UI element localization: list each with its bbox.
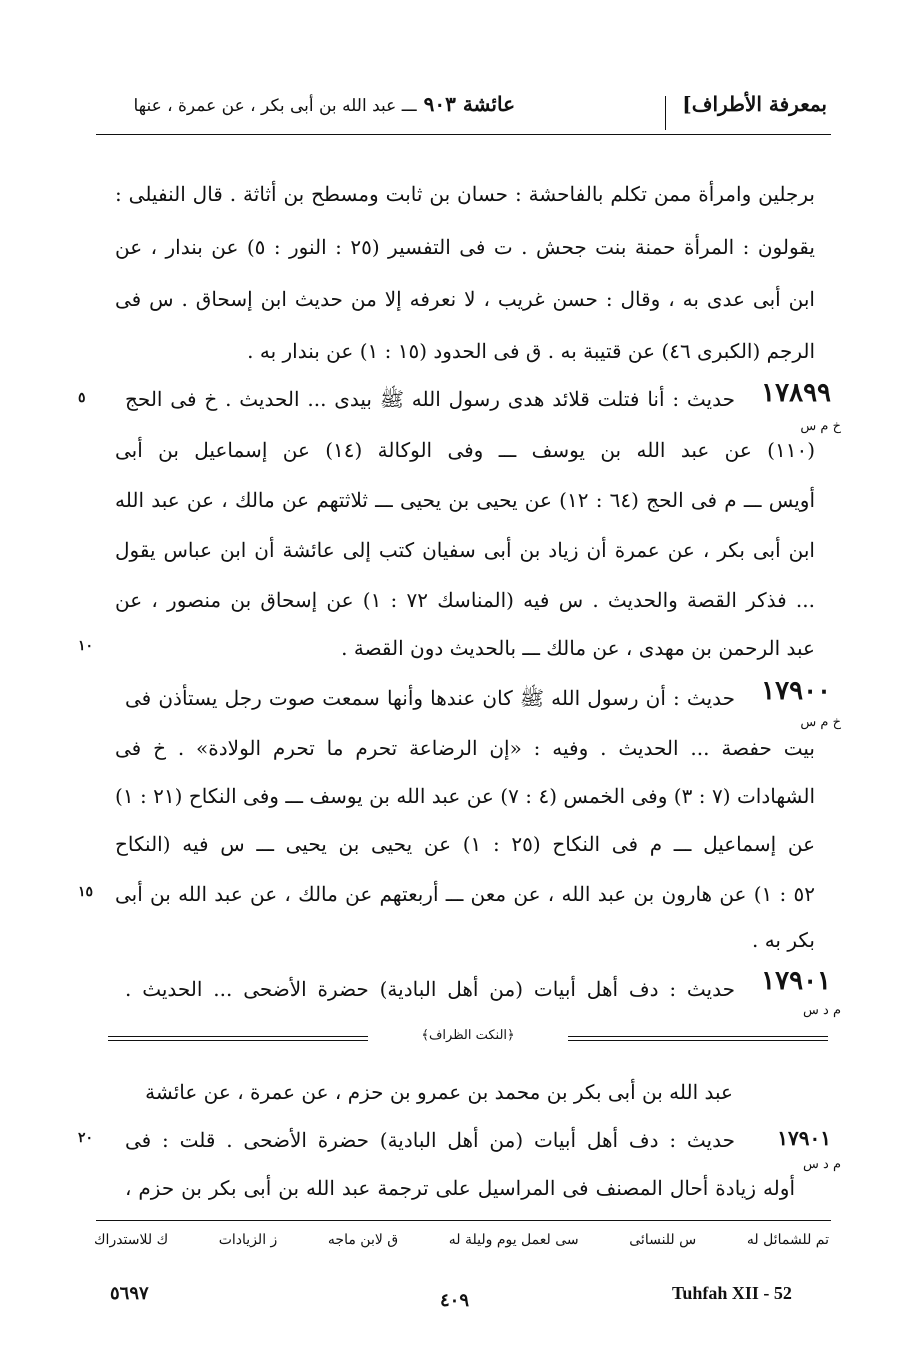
text-line: ابن أبى بكر ، عن عمرة أن زياد بن أبى سفيان كتب إلى عائشة أن ابن عباس يقول bbox=[115, 538, 815, 562]
supplement-heading: عبد الله بن أبى بكر بن محمد بن عمرو بن حزم ، عن عمرة ، عن عائشة bbox=[145, 1080, 733, 1104]
text-line: بيت حفصة ... الحديث . وفيه : «إن الرضاعة تحرم ما تحرم الولادة» . خ فى bbox=[115, 736, 815, 760]
text-line: الرجم (الكبرى ٤٦) عن قتيبة به . ق فى الحدود (١٥ : ١) عن بندار به . bbox=[247, 339, 815, 363]
divider-rule-right bbox=[568, 1036, 828, 1041]
hadith-number: ١٧٩٠١ bbox=[777, 1126, 831, 1150]
text-line: برجلين وامرأة ممن تكلم بالفاحشة : حسان بن ثابت ومسطح بن أثاثة . قال النفيلى : bbox=[115, 182, 815, 206]
text-line: أويس ـــ م فى الحج (٦٤ : ١٢) عن يحيى بن يحيى ـــ ثلاثتهم عن مالك ، عن عبد الله bbox=[115, 488, 815, 512]
running-head-right: بمعرفة الأطراف] bbox=[682, 92, 827, 116]
text-line: حديث : دف أهل أبيات (من أهل البادية) حضرة الأضحى ... الحديث . bbox=[125, 977, 735, 1001]
page-code: ٥٦٩٧ bbox=[110, 1283, 149, 1304]
text-line: ... فذكر القصة والحديث . س فيه (المناسك ٧٢ : ١) عن إسحاق بن منصور ، عن bbox=[115, 588, 815, 612]
header-rule bbox=[96, 134, 831, 135]
text-line: أوله زيادة أحال المصنف فى المراسيل على ترجمة عبد الله بن أبى بكر بن حزم ، bbox=[125, 1176, 795, 1200]
text-line: حديث : أن رسول الله ﷺ كان عندها وأنها سمعت صوت رجل يستأذن فى bbox=[125, 686, 735, 710]
text-line: بكر به . bbox=[751, 928, 815, 952]
footnote-item: ز الزيادات bbox=[218, 1232, 278, 1248]
divider-rule-left bbox=[108, 1036, 368, 1041]
hadith-number: ١٧٨٩٩ bbox=[761, 378, 831, 408]
footnote-item: ق لابن ماجه bbox=[327, 1232, 399, 1248]
text-line: ابن أبى عدى به ، وقال : حسن غريب ، لا نعرفه إلا من حديث ابن إسحاق . س فى bbox=[115, 287, 815, 311]
running-head-title: ـــ عبد الله بن أبى بكر ، عن عمرة ، عنها bbox=[133, 96, 417, 116]
running-head-number: عائشة ٩٠٣ bbox=[423, 92, 515, 116]
siglum: خ م س bbox=[800, 715, 841, 730]
siglum: م د س bbox=[803, 1157, 841, 1172]
margin-line-number: ٢٠ bbox=[78, 1130, 94, 1146]
header-separator bbox=[665, 96, 666, 130]
hadith-number: ١٧٩٠١ bbox=[761, 966, 831, 996]
margin-line-number: ٥ bbox=[78, 390, 86, 406]
footnote-item: ك للاستدراك bbox=[94, 1232, 169, 1248]
volume-reference: Tuhfah XII - 52 bbox=[672, 1283, 792, 1303]
text-line: (١١٠) عن عبد الله بن يوسف ـــ وفى الوكالة (١٤) عن إسماعيل بن أبى bbox=[115, 438, 815, 462]
text-line: حديث : أنا فتلت قلائد هدى رسول الله ﷺ بيدى ... الحديث . خ فى الحج bbox=[125, 387, 735, 411]
siglum: م د س bbox=[803, 1003, 841, 1018]
text-line: عبد الرحمن بن مهدى ، عن مالك ـــ بالحديث دون القصة . bbox=[341, 636, 815, 660]
section-divider bbox=[108, 1030, 828, 1050]
footnote-item: سى لعمل يوم وليلة له bbox=[448, 1232, 579, 1248]
margin-line-number: ١٠ bbox=[78, 638, 94, 654]
text-line: الشهادات (٧ : ٣) وفى الخمس (٤ : ٧) عن عبد الله بن يوسف ـــ وفى النكاح (٢١ : ١) bbox=[115, 784, 815, 808]
footnote-item: تم للشمائل له bbox=[746, 1232, 829, 1248]
divider-label: ﴿النكت الظراف﴾ bbox=[421, 1028, 515, 1043]
footnote-key bbox=[94, 1232, 829, 1248]
siglum: خ م س bbox=[800, 419, 841, 434]
page-number: ٤٠٩ bbox=[440, 1290, 470, 1311]
text-line: حديث : دف أهل أبيات (من أهل البادية) حضرة الأضحى . قلت : فى bbox=[125, 1128, 735, 1152]
text-line: ٥٢ : ١) عن هارون بن عبد الله ، عن معن ـــ أربعتهم عن مالك ، عن عبد الله بن أبى bbox=[115, 882, 815, 906]
hadith-number: ١٧٩٠٠ bbox=[761, 676, 831, 706]
footnote-rule bbox=[96, 1220, 831, 1221]
text-line: يقولون : المرأة حمنة بنت جحش . ت فى التفسير (٢٥ : النور : ٥) عن بندار ، عن bbox=[115, 235, 815, 259]
text-line: عن إسماعيل ـــ م فى النكاح (٢٥ : ١) عن يحيى بن يحيى ـــ س فيه (النكاح bbox=[115, 832, 815, 856]
footnote-item: س للنسائى bbox=[629, 1232, 697, 1248]
margin-line-number: ١٥ bbox=[78, 884, 94, 900]
running-head-center bbox=[133, 92, 515, 116]
